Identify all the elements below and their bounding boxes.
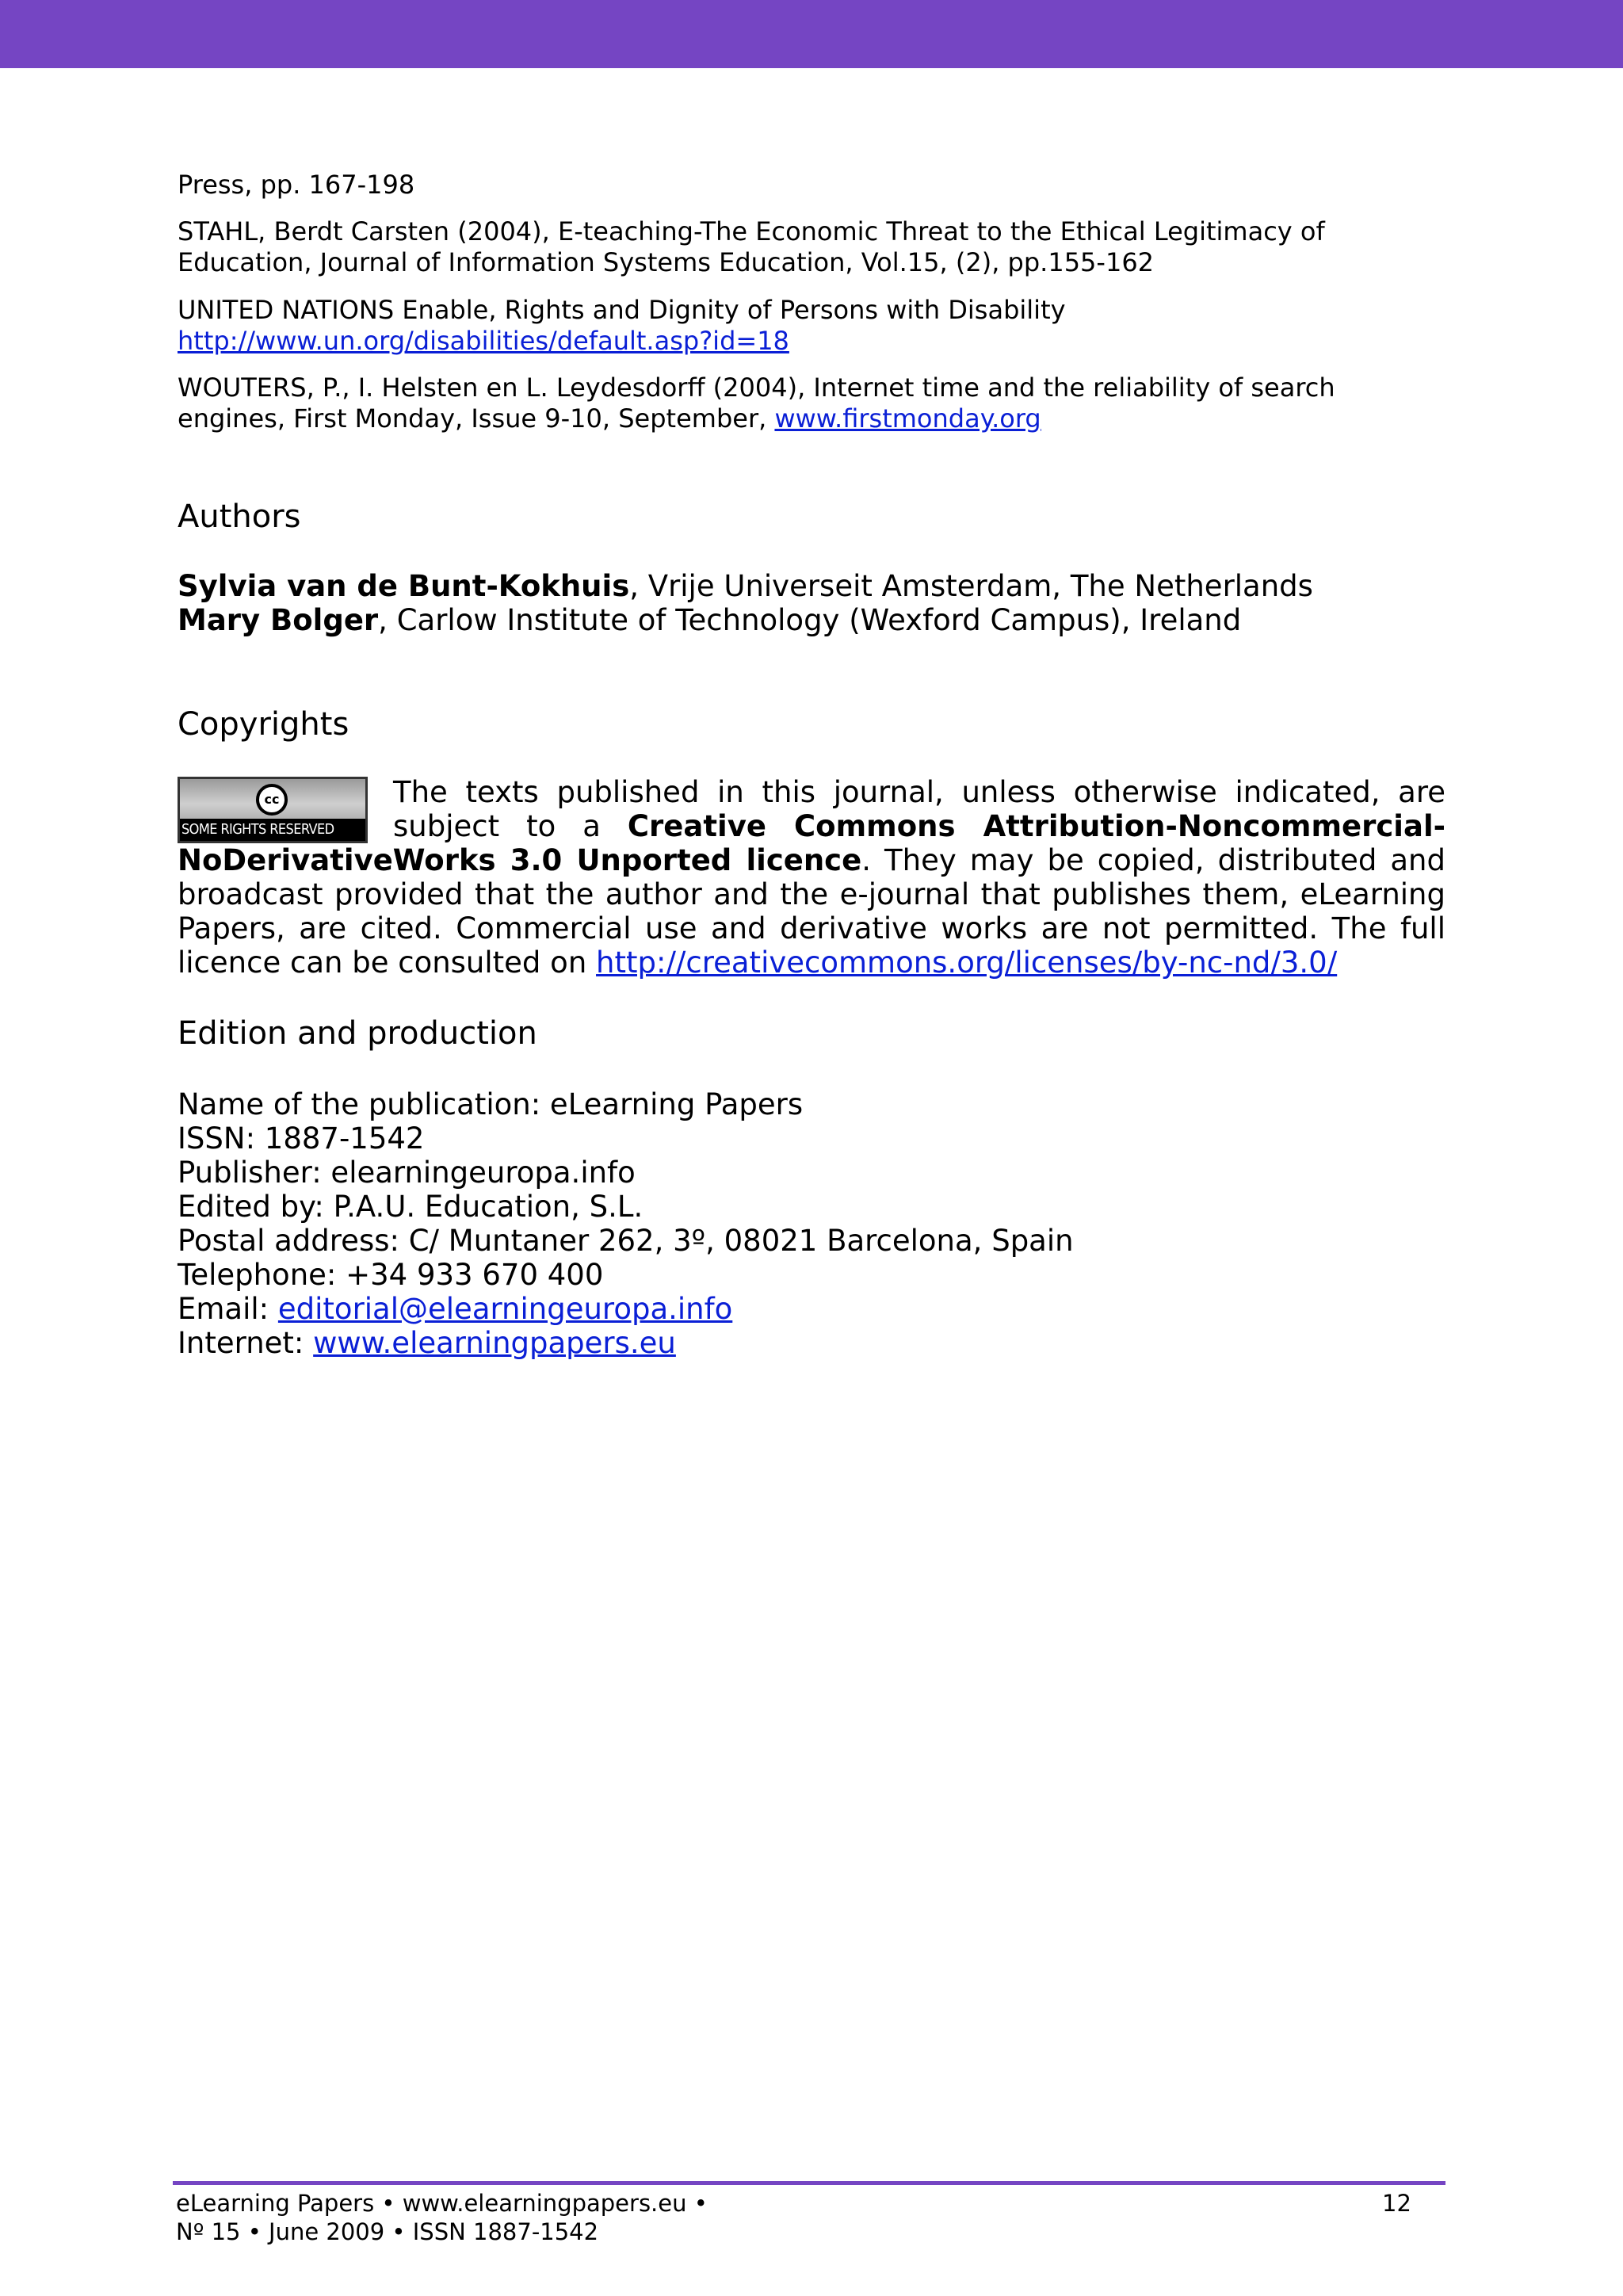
header-bar [0,0,1623,68]
badge-caption: SOME RIGHTS RESERVED [180,819,365,841]
reference-wouters [178,372,1445,434]
email-label: Email: [178,1292,278,1326]
edition-line [178,1326,676,1360]
email-link[interactable]: editorial@elearningeuropa.info [277,1292,733,1326]
licence-name: Creative Commons Attribution-Noncommercial-NoDerivativeWorks 3.0 Unported licence [178,809,1445,877]
cc-license-badge[interactable] [178,777,368,843]
copyright-intro: The texts published in this journal, unless otherwise indicated, are subject to a [393,775,1445,843]
edition-line: Edited by: P.A.U. Education, S.L. [178,1190,643,1224]
edition-line: ISSN: 1887-1542 [178,1121,425,1156]
edition-line: Telephone: +34 933 670 400 [178,1258,604,1292]
reference-stahl: STAHL, Berdt Carsten (2004), E-teaching-The Economic Threat to the Ethical Legitimacy of Education, Journal of Information Systems Education, Vol.15, (2), pp.155-162 [178,216,1325,277]
creative-commons-icon: cc [256,784,288,816]
edition-line [178,1292,732,1326]
author-affiliation: , Carlow Institute of Technology (Wexford Campus), Ireland [378,603,1242,637]
copyrights-heading: Copyrights [178,706,349,743]
copyright-notice [178,775,1445,980]
edition-heading: Edition and production [178,1015,537,1052]
author-affiliation: , Vrije Universeit Amsterdam, The Netherlands [629,569,1313,603]
reference-press: Press, pp. 167-198 [178,170,415,200]
page-number: 12 [1382,2190,1411,2217]
footer-divider [173,2181,1445,2185]
firstmonday-link[interactable]: www.firstmonday.org [774,403,1041,434]
reference-united-nations [178,295,1445,357]
reference-text: WOUTERS, P., I. Helsten en L. Leydesdorff (2004), Internet time and the reliability of search engines, First Monday, Issue 9-10, September, [178,372,1335,434]
edition-line: Name of the publication: eLearning Papers [178,1087,804,1121]
edition-line: Publisher: elearningeuropa.info [178,1156,636,1190]
reference-text: UNITED NATIONS Enable, Rights and Dignity of Persons with Disability [178,295,1066,325]
authors-heading: Authors [178,499,301,535]
un-link[interactable]: http://www.un.org/disabilities/default.asp?id=18 [178,326,789,356]
website-link[interactable]: www.elearningpapers.eu [313,1326,676,1360]
internet-label: Internet: [178,1326,314,1360]
author-entry [178,603,1241,637]
licence-link[interactable]: http://creativecommons.org/licenses/by-nc-nd/3.0/ [596,946,1338,980]
edition-line: Postal address: C/ Muntaner 262, 3º, 08021 Barcelona, Spain [178,1224,1074,1258]
author-name: Sylvia van de Bunt-Kokhuis [178,569,630,603]
footer-line-1: eLearning Papers • www.elearningpapers.eu • [176,2190,708,2217]
author-name: Mary Bolger [178,603,379,637]
copyright-body: . They may be copied, distributed and broadcast provided that the author and the e-journal that publishes them, eLearning Papers, are cited. Commercial use and derivative works are not permitted. The full licence can be consulted on [178,843,1445,980]
author-entry [178,569,1313,603]
footer-line-2: Nº 15 • June 2009 • ISSN 1887-1542 [176,2218,599,2245]
